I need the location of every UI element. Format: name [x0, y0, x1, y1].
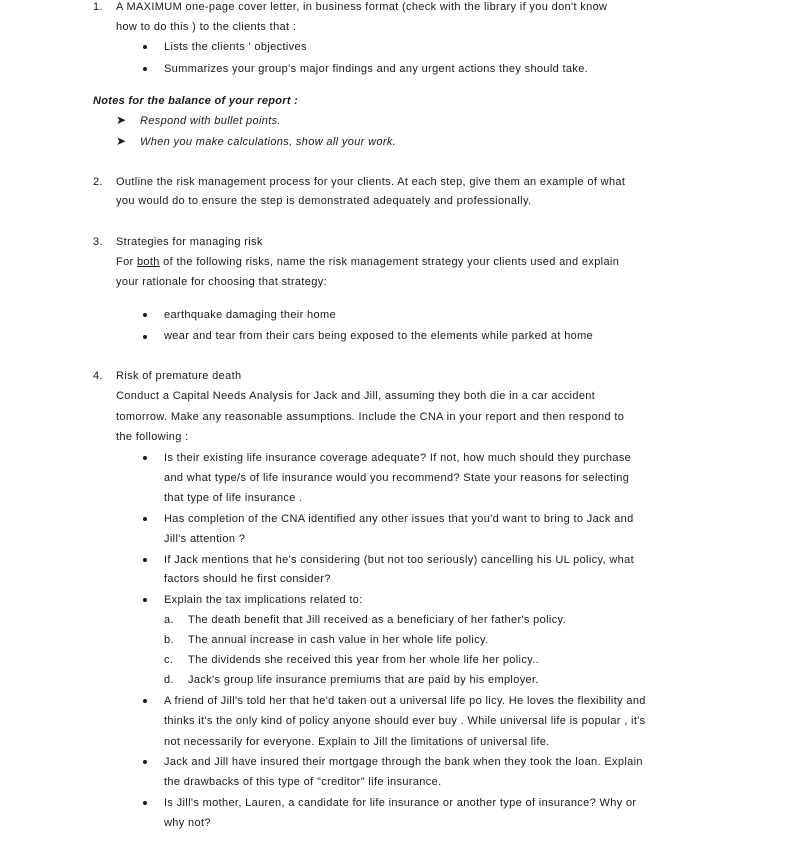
item-3-bullet-2: wear and tear from their cars being exposed to the elements while parked at home: [164, 330, 594, 342]
emphasis-both: both: [136, 256, 160, 268]
item-4-bullet-3-line-2: factors should he first consider?: [164, 573, 331, 585]
arrow-bullet-icon: ➤: [116, 113, 127, 127]
item-1-bullet-2: Summarizes your group's major findings and any urgent actions they should take.: [164, 63, 589, 75]
sub-item-c: The dividends she received this year from her whole life her policy..: [188, 654, 540, 666]
item-3-line-1: For both of the following risks, name the risk management strategy your clients used and explain: [116, 256, 620, 268]
bullet-icon: [143, 699, 147, 703]
sub-letter-a: a.: [164, 614, 174, 626]
bullet-icon: [143, 67, 147, 71]
bullet-icon: [143, 456, 147, 460]
item-1-line-2: how to do this ) to the clients that :: [116, 21, 297, 33]
item-2-line-1: Outline the risk management process for your clients. At each step, give them an example of what: [116, 176, 626, 188]
notes-item-2: When you make calculations, show all your work.: [140, 136, 397, 148]
sub-item-a: The death benefit that Jill received as a beneficiary of her father's policy.: [188, 614, 566, 626]
item-4-line-3: the following :: [116, 431, 189, 443]
sub-letter-b: b.: [164, 634, 174, 646]
item-4-bullet-2-line-1: Has completion of the CNA identified any other issues that you'd want to bring to Jack and: [164, 513, 634, 525]
sub-item-b: The annual increase in cash value in her whole life policy.: [188, 634, 489, 646]
item-4-bullet-5-line-1: A friend of Jill's told her that he'd taken out a universal life po licy. He loves the flexibility and: [164, 695, 646, 707]
bullet-icon: [143, 313, 147, 317]
bullet-icon: [143, 558, 147, 562]
notes-heading: Notes for the balance of your report :: [93, 95, 299, 107]
item-4-bullet-2-line-2: Jill's attention ?: [164, 533, 246, 545]
item-4-line-2: tomorrow. Make any reasonable assumptions. Include the CNA in your report and then respond to: [116, 411, 625, 423]
item-4-title: Risk of premature death: [116, 370, 242, 382]
sub-letter-c: c.: [164, 654, 174, 666]
item-4-bullet-1-line-1: Is their existing life insurance coverage adequate? If not, how much should they purchase: [164, 452, 632, 464]
bullet-icon: [143, 335, 147, 339]
bullet-icon: [143, 598, 147, 602]
sub-letter-d: d.: [164, 674, 174, 686]
item-4-bullet-5-line-3: not necessarily for everyone. Explain to Jill the limitations of universal life.: [164, 736, 550, 748]
item-3-bullet-1: earthquake damaging their home: [164, 309, 336, 321]
item-3-title: Strategies for managing risk: [116, 236, 263, 248]
item-2-number: 2.: [93, 176, 103, 188]
item-4-bullet-7-line-2: why not?: [164, 817, 211, 829]
item-4-bullet-6-line-2: the drawbacks of this type of "creditor" life insurance.: [164, 776, 442, 788]
item-4-bullet-6-line-1: Jack and Jill have insured their mortgage through the bank when they took the loan. Explain: [164, 756, 643, 768]
item-4-bullet-1-line-3: that type of life insurance .: [164, 492, 303, 504]
item-1-line-1: A MAXIMUM one-page cover letter, in business format (check with the library if you don't know: [116, 1, 608, 13]
item-4-number: 4.: [93, 370, 103, 382]
item-4-bullet-1-line-2: and what type/s of life insurance would you recommend? State your reasons for selecting: [164, 472, 630, 484]
bullet-icon: [143, 801, 147, 805]
item-3-line-2: your rationale for choosing that strategy:: [116, 276, 327, 288]
item-4-bullet-7-line-1: Is Jill's mother, Lauren, a candidate for life insurance or another type of insurance? Why or: [164, 797, 637, 809]
item-1-bullet-1: Lists the clients ' objectives: [164, 41, 307, 53]
notes-item-1: Respond with bullet points.: [140, 115, 281, 127]
bullet-icon: [143, 517, 147, 521]
item-4-bullet-3-line-1: If Jack mentions that he's considering (but not too seriously) cancelling his UL policy, what: [164, 554, 634, 566]
item-4-line-1: Conduct a Capital Needs Analysis for Jack and Jill, assuming they both die in a car accident: [116, 390, 596, 402]
bullet-icon: [143, 760, 147, 764]
arrow-bullet-icon: ➤: [116, 134, 127, 148]
sub-item-d: Jack's group life insurance premiums that are paid by his employer.: [188, 674, 539, 686]
item-3-number: 3.: [93, 236, 103, 248]
bullet-icon: [143, 45, 147, 49]
item-4-bullet-4: Explain the tax implications related to:: [164, 594, 363, 606]
item-4-bullet-5-line-2: thinks it's the only kind of policy anyone should ever buy . While universal life is popular , it's: [164, 715, 646, 727]
item-2-line-2: you would do to ensure the step is demonstrated adequately and professionally.: [116, 195, 532, 207]
item-1-number: 1.: [93, 1, 103, 13]
